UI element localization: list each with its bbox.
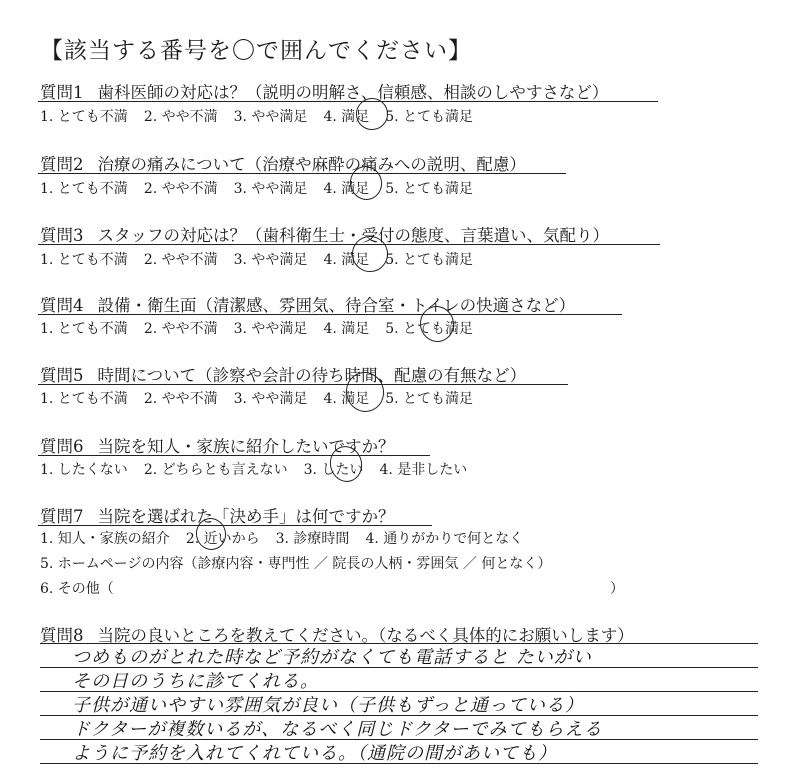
q5-option-4[interactable]: 4. 満足: [323, 391, 370, 407]
question-1: [40, 79, 612, 103]
question-2-number: 質問2: [40, 155, 84, 174]
q3-option-2[interactable]: 2. やや不満: [143, 252, 218, 268]
question-5-options: [40, 388, 489, 408]
question-5-underline: [38, 384, 568, 385]
q7-option-6[interactable]: 6. その他（: [40, 581, 114, 597]
question-7-options-row1: [40, 528, 539, 548]
q7-option-6-close: ）: [610, 581, 624, 597]
question-8-text: 当院の良いところを教えてください。（なるべく具体的にお願いします）: [97, 626, 634, 645]
q4-option-3[interactable]: 3. やや満足: [233, 321, 308, 337]
q2-option-1[interactable]: 1. とても不満: [40, 181, 128, 197]
question-7-underline: [38, 525, 432, 526]
q2-option-2[interactable]: 2. やや不満: [143, 181, 218, 197]
question-4-text: 設備・衛生面（清潔感、雰囲気、待合室・トイレの快適さなど）: [97, 296, 576, 315]
question-3-underline: [38, 244, 660, 245]
handwritten-answer-3: 子供が通いやすい雰囲気が良い（子供もずっと通っている）: [72, 695, 584, 716]
q4-option-2[interactable]: 2. やや不満: [143, 321, 218, 337]
q3-option-1[interactable]: 1. とても不満: [40, 252, 128, 268]
q6-option-1[interactable]: 1. したくない: [40, 462, 128, 478]
handwritten-answer-1: つめものがとれた時など予約がなくても電話すると たいがい: [72, 647, 592, 668]
question-3-text: スタッフの対応は？（歯科衛生士・受付の態度、言葉遣い、気配り）: [97, 226, 609, 245]
handwritten-answer-4: ドクターが複数いるが、なるべく同じドクターでみてもらえる: [72, 719, 603, 740]
question-8-number: 質問8: [40, 626, 84, 645]
question-4: [40, 292, 579, 316]
q3-option-3[interactable]: 3. やや満足: [233, 252, 308, 268]
q7-option-4[interactable]: 4. 通りがかりで何となく: [365, 531, 524, 547]
q6-option-4[interactable]: 4. 是非したい: [379, 462, 468, 478]
question-2-text: 治療の痛みについて（治療や麻酔の痛みへの説明、配慮）: [97, 155, 526, 174]
question-6-number: 質問6: [40, 437, 84, 456]
question-2-options: [40, 178, 489, 198]
question-6-text: 当院を知人・家族に紹介したいですか？: [97, 437, 395, 456]
handwritten-answer-5: ように予約を入れてくれている。（通院の間があいても）: [72, 743, 557, 764]
question-3-options: [40, 249, 489, 269]
question-3: [40, 222, 613, 246]
question-6-underline: [38, 455, 430, 456]
q4-option-4[interactable]: 4. 満足: [323, 321, 370, 337]
question-6-options: [40, 459, 483, 479]
question-4-underline: [38, 314, 622, 315]
q6-option-2[interactable]: 2. どちらとも言えない: [143, 462, 288, 478]
q5-option-1[interactable]: 1. とても不満: [40, 391, 128, 407]
q3-option-5[interactable]: 5. とても満足: [385, 252, 474, 268]
q7-option-1[interactable]: 1. 知人・家族の紹介: [40, 531, 170, 547]
q5-option-5[interactable]: 5. とても満足: [385, 391, 474, 407]
question-7-text: 当院を選ばれた「決め手」は何ですか？: [97, 507, 395, 526]
q5-option-3[interactable]: 3. やや満足: [233, 391, 308, 407]
question-1-number: 質問1: [40, 83, 84, 102]
question-4-number: 質問4: [40, 296, 84, 315]
q1-option-1[interactable]: 1. とても不満: [40, 109, 128, 125]
question-7-number: 質問7: [40, 507, 84, 526]
q2-option-3[interactable]: 3. やや満足: [233, 181, 308, 197]
q4-option-1[interactable]: 1. とても不満: [40, 321, 128, 337]
handwritten-answer-2: その日のうちに診てくれる。: [72, 671, 319, 692]
question-5: [40, 362, 530, 386]
q7-option-5[interactable]: 5. ホームページの内容（診療内容・専門性 ／ 院長の人柄・雰囲気 ／ 何となく）: [40, 556, 552, 572]
question-1-text: 歯科医師の対応は？（説明の明解さ、信頼感、相談のしやすさなど）: [97, 83, 609, 102]
question-5-text: 時間について（診察や会計の待ち時間、配慮の有無など）: [97, 366, 527, 385]
q1-option-5[interactable]: 5. とても満足: [385, 109, 474, 125]
question-2: [40, 151, 530, 175]
q4-option-5[interactable]: 5. とても満足: [385, 321, 474, 337]
question-1-options: [40, 106, 489, 126]
q1-option-2[interactable]: 2. やや不満: [143, 109, 218, 125]
question-1-underline: [38, 101, 658, 102]
q5-option-2[interactable]: 2. やや不満: [143, 391, 218, 407]
question-3-number: 質問3: [40, 226, 84, 245]
q1-option-4[interactable]: 4. 満足: [323, 109, 370, 125]
form-title: 【該当する番号を〇で囲んでください】: [40, 38, 472, 64]
q2-option-4[interactable]: 4. 満足: [323, 181, 370, 197]
q2-option-5[interactable]: 5. とても満足: [385, 181, 474, 197]
q1-option-3[interactable]: 3. やや満足: [233, 109, 308, 125]
q3-option-4[interactable]: 4. 満足: [323, 252, 370, 268]
question-2-underline: [38, 173, 566, 174]
q7-option-2[interactable]: 2. 近いから: [185, 531, 260, 547]
question-5-number: 質問5: [40, 366, 84, 385]
q7-option-3[interactable]: 3. 診療時間: [275, 531, 350, 547]
q6-option-3[interactable]: 3. したい: [303, 462, 364, 478]
